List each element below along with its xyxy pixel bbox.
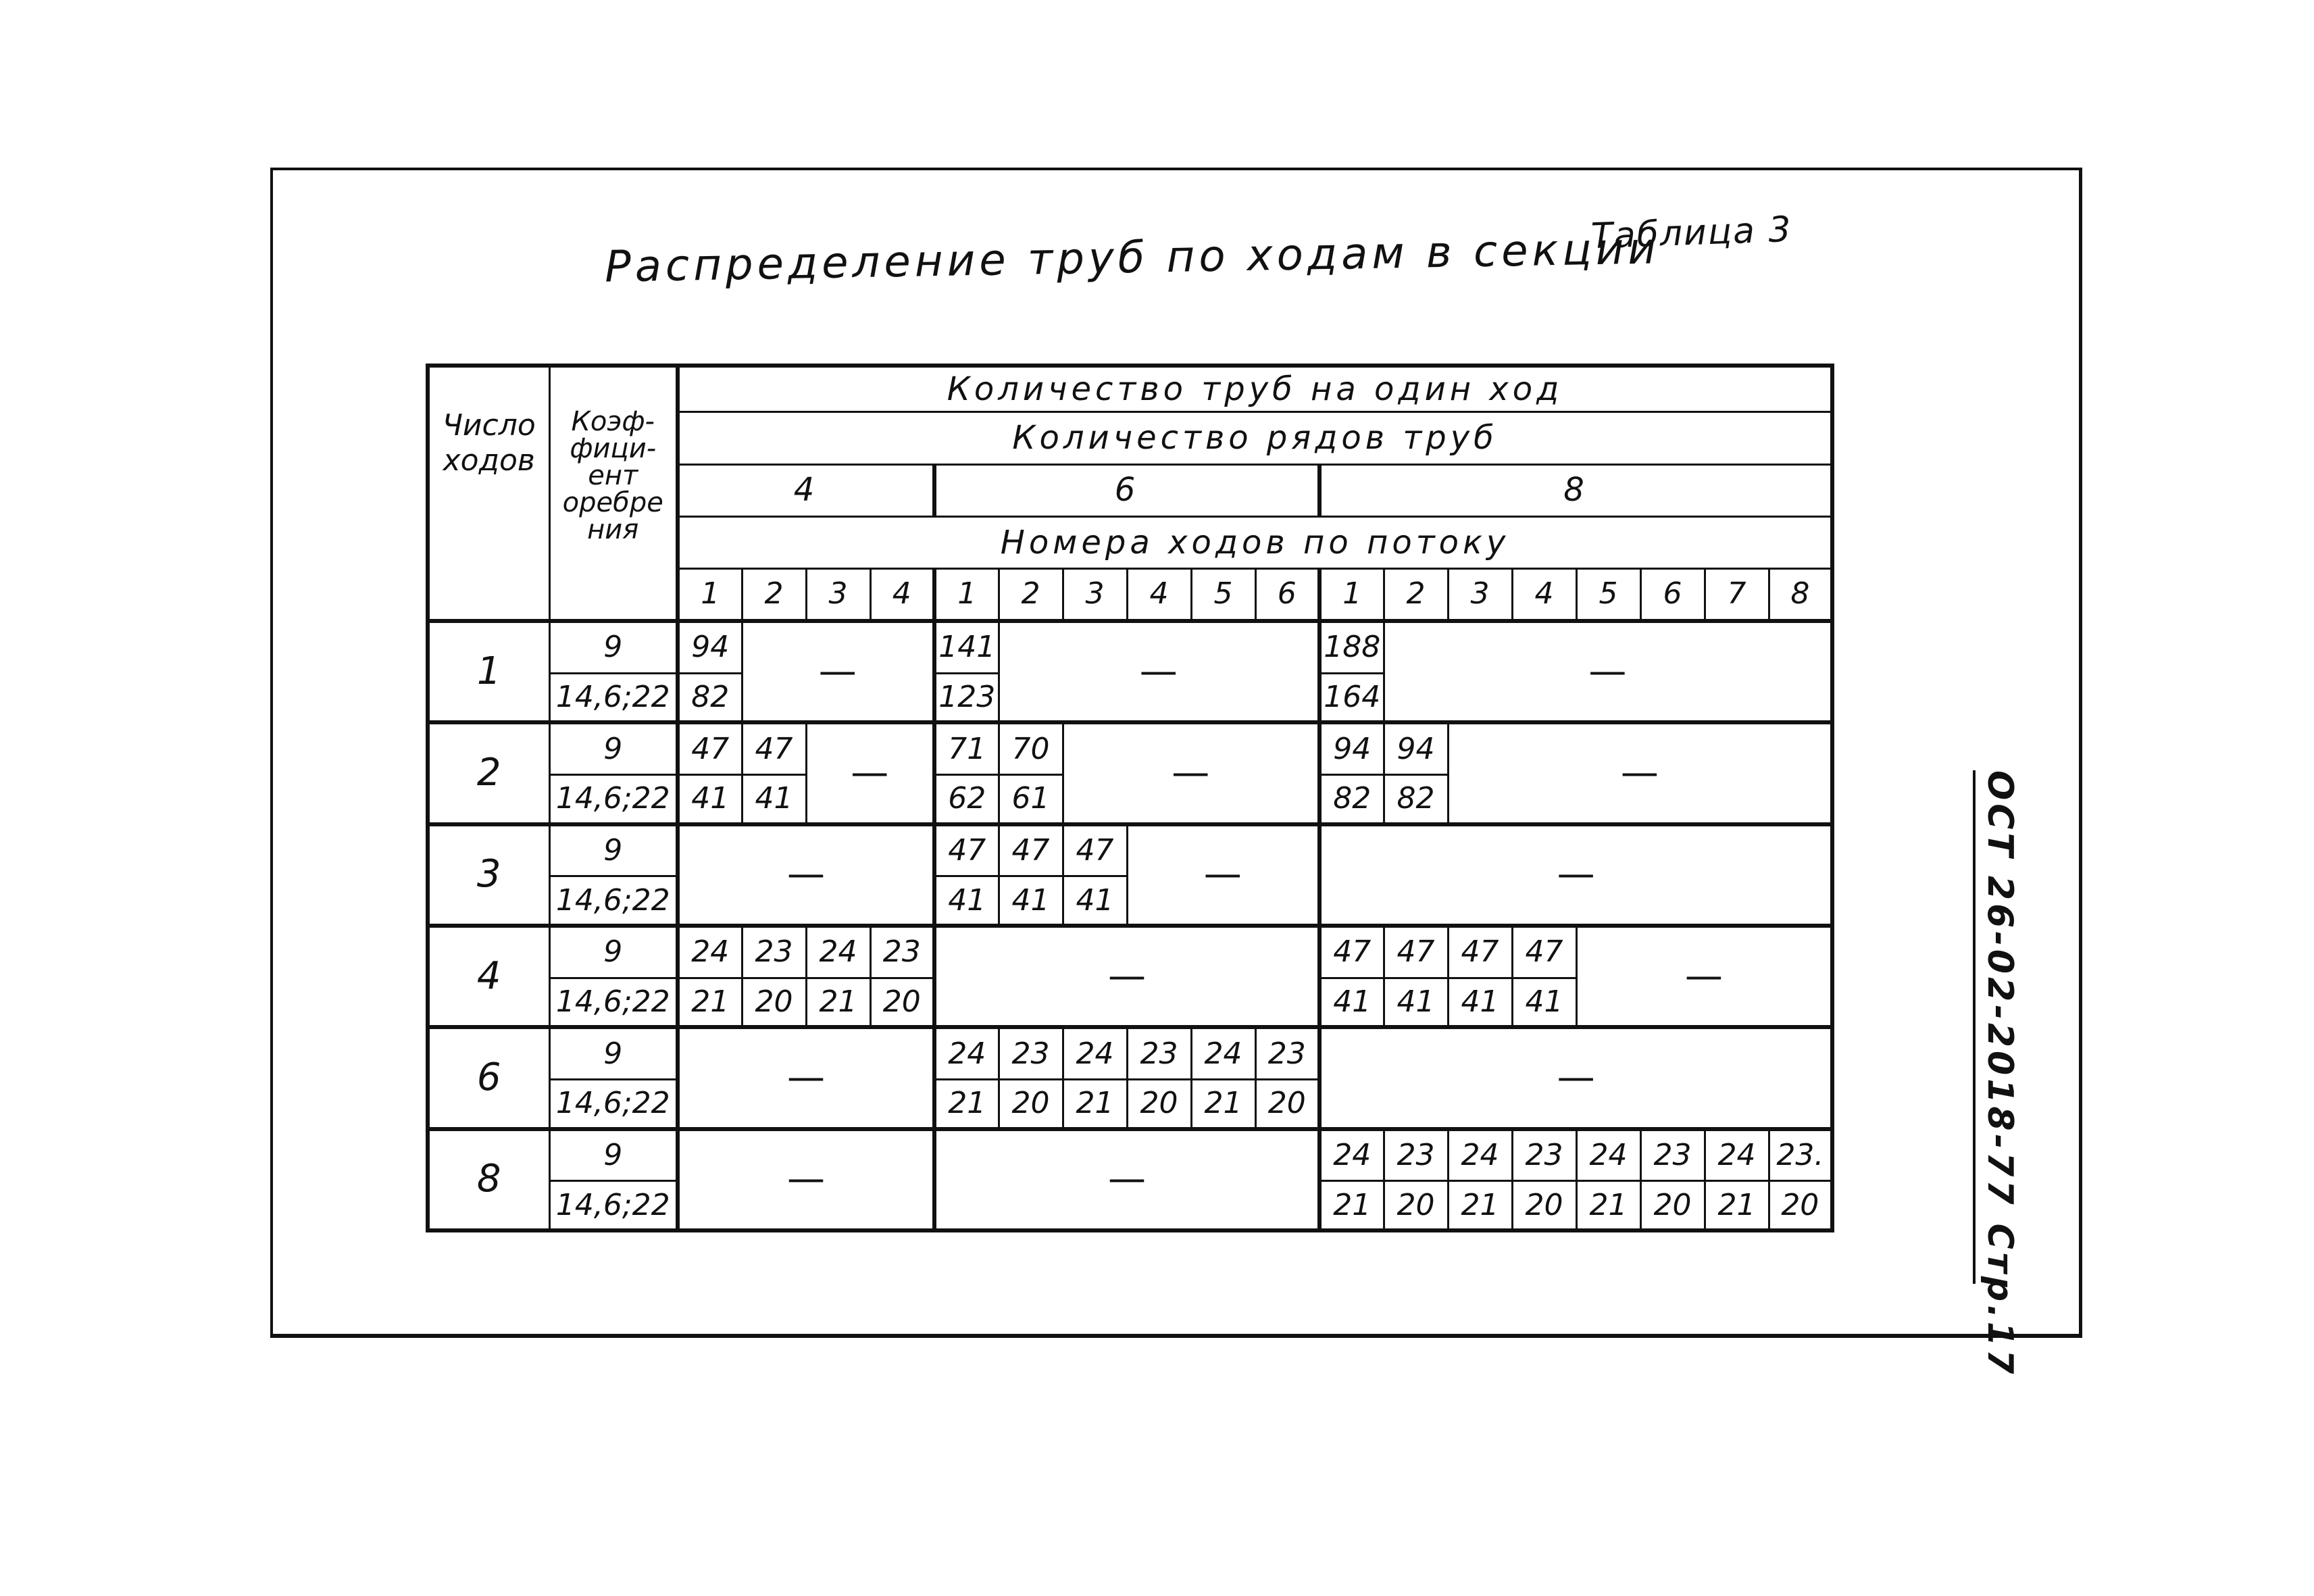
coefficient-cell: 9 [549,1129,678,1181]
tube-count-cell: 47 [999,824,1063,876]
coefficient-cell: 14,6;22 [549,876,678,926]
tube-count-cell: 23. [1769,1129,1832,1181]
tube-count-cell: 41 [1448,978,1512,1027]
tube-count-cell: 41 [742,775,806,824]
tube-count-cell: 20 [1127,1080,1191,1129]
coefficient-cell: 14,6;22 [549,673,678,722]
tube-count-cell: 24 [1063,1027,1127,1079]
pass-number-cell: 3 [1063,569,1127,621]
passes-count-cell: 6 [428,1027,549,1128]
tube-count-cell: 24 [806,926,870,978]
header-passes: Число ходов [428,366,549,621]
tube-count-cell: 188 [1319,621,1384,673]
empty-dash-cell: — [1384,621,1832,722]
pass-number-cell: 4 [1127,569,1191,621]
designation-rule [1973,770,1976,1284]
tube-count-cell: 24 [1576,1129,1640,1181]
tube-count-cell: 24 [1191,1027,1255,1079]
tube-count-cell: 47 [1063,824,1127,876]
table-number: Таблица 3 [1590,209,1793,257]
passes-count-cell: 1 [428,621,549,722]
tube-count-cell: 47 [1319,926,1384,978]
table-row [428,1027,1832,1079]
empty-dash-cell: — [1319,1027,1832,1128]
header-rows-6: 6 [934,464,1319,516]
tube-count-cell: 41 [999,876,1063,926]
tube-count-cell: 47 [678,722,742,774]
tube-count-cell: 23 [1384,1129,1448,1181]
tube-count-cell: 62 [934,775,999,824]
passes-count-cell: 4 [428,926,549,1027]
tube-count-cell: 21 [1319,1181,1384,1230]
tube-count-cell: 23 [999,1027,1063,1079]
empty-dash-cell: — [742,621,934,722]
table-row [428,621,1832,673]
pass-number-cell: 1 [934,569,999,621]
empty-dash-cell: — [1448,722,1832,824]
tube-count-cell: 20 [870,978,934,1027]
tube-count-cell: 21 [806,978,870,1027]
empty-dash-cell: — [806,722,934,824]
pass-number-cell: 2 [999,569,1063,621]
pass-number-cell: 3 [806,569,870,621]
tube-count-cell: 21 [1576,1181,1640,1230]
tube-count-cell: 141 [934,621,999,673]
header-rows-8: 8 [1319,464,1832,516]
pass-number-cell: 8 [1769,569,1832,621]
coefficient-cell: 9 [549,1027,678,1079]
tube-count-cell: 21 [1191,1080,1255,1129]
header-pass-numbers: Номера ходов по потоку [678,516,1832,568]
coefficient-cell: 14,6;22 [549,1080,678,1129]
tube-count-cell: 47 [1384,926,1448,978]
tube-count-cell: 24 [1319,1129,1384,1181]
tube-count-cell: 94 [678,621,742,673]
pass-number-cell: 3 [1448,569,1512,621]
tube-count-cell: 47 [1448,926,1512,978]
tube-count-cell: 41 [1319,978,1384,1027]
tube-count-cell: 70 [999,722,1063,774]
tube-count-cell: 41 [934,876,999,926]
tube-count-cell: 21 [934,1080,999,1129]
tube-count-cell: 82 [1319,775,1384,824]
passes-count-cell: 2 [428,722,549,824]
coefficient-cell: 9 [549,621,678,673]
pass-number-cell: 1 [1319,569,1384,621]
tube-count-cell: 20 [742,978,806,1027]
tube-count-cell: 82 [678,673,742,722]
tube-count-cell: 21 [678,978,742,1027]
tube-count-cell: 23 [1127,1027,1191,1079]
coefficient-cell: 9 [549,824,678,876]
header-rows-4: 4 [678,464,934,516]
tube-count-cell: 23 [1512,1129,1576,1181]
tube-count-cell: 47 [1512,926,1576,978]
table-row [428,926,1832,978]
tube-count-cell: 23 [742,926,806,978]
pass-number-cell: 2 [742,569,806,621]
table-row [428,1129,1832,1181]
tube-count-cell: 47 [742,722,806,774]
tube-count-cell: 41 [678,775,742,824]
empty-dash-cell: — [934,926,1319,1027]
empty-dash-cell: — [678,1027,934,1128]
tube-count-cell: 24 [1448,1129,1512,1181]
tube-count-cell: 71 [934,722,999,774]
designation-text: ОСТ 26-02-2018-77 Стр.17 [1980,770,2020,1378]
tube-count-cell: 164 [1319,673,1384,722]
tube-count-cell: 23 [870,926,934,978]
empty-dash-cell: — [999,621,1319,722]
tube-count-cell: 24 [678,926,742,978]
empty-dash-cell: — [678,824,934,926]
pass-number-cell: 1 [678,569,742,621]
tube-count-cell: 21 [1063,1080,1127,1129]
tube-count-cell: 47 [934,824,999,876]
header-tubes-per-pass: Количество труб на один ход [678,366,1832,412]
tube-count-cell: 20 [1384,1181,1448,1230]
empty-dash-cell: — [1319,824,1832,926]
tube-count-cell: 41 [1384,978,1448,1027]
tube-count-cell: 82 [1384,775,1448,824]
pass-number-cell: 6 [1640,569,1705,621]
empty-dash-cell: — [1063,722,1319,824]
tube-count-cell: 24 [1705,1129,1769,1181]
tube-count-cell: 21 [1705,1181,1769,1230]
tube-count-cell: 20 [999,1080,1063,1129]
tube-count-cell: 94 [1319,722,1384,774]
tube-count-cell: 20 [1769,1181,1832,1230]
empty-dash-cell: — [934,1129,1319,1230]
pass-number-cell: 5 [1191,569,1255,621]
tube-count-cell: 21 [1448,1181,1512,1230]
tube-count-cell: 24 [934,1027,999,1079]
tube-count-cell: 94 [1384,722,1448,774]
empty-dash-cell: — [1127,824,1319,926]
coefficient-cell: 9 [549,926,678,978]
passes-count-cell: 3 [428,824,549,926]
pass-number-cell: 2 [1384,569,1448,621]
pass-number-cell: 4 [870,569,934,621]
tube-count-cell: 41 [1063,876,1127,926]
tube-count-cell: 23 [1255,1027,1319,1079]
document-title: Распределение труб по ходам в секции [604,224,1661,293]
coefficient-cell: 14,6;22 [549,1181,678,1230]
pass-number-cell: 6 [1255,569,1319,621]
tube-count-cell: 20 [1640,1181,1705,1230]
table-row [428,722,1832,774]
tube-count-cell: 20 [1512,1181,1576,1230]
tube-count-cell: 41 [1512,978,1576,1027]
coefficient-cell: 14,6;22 [549,775,678,824]
empty-dash-cell: — [1576,926,1832,1027]
pass-number-cell: 4 [1512,569,1576,621]
coefficient-cell: 14,6;22 [549,978,678,1027]
pass-number-cell: 7 [1705,569,1769,621]
coefficient-cell: 9 [549,722,678,774]
passes-count-cell: 8 [428,1129,549,1230]
tube-count-cell: 23 [1640,1129,1705,1181]
tube-count-cell: 123 [934,673,999,722]
tube-distribution-table [426,364,1834,1232]
header-coefficient: Коэф-фици-ент оребре ния [549,366,678,621]
tube-count-cell: 20 [1255,1080,1319,1129]
table-row [428,824,1832,876]
empty-dash-cell: — [678,1129,934,1230]
tube-count-cell: 61 [999,775,1063,824]
pass-number-cell: 5 [1576,569,1640,621]
header-row-count: Количество рядов труб [678,412,1832,464]
